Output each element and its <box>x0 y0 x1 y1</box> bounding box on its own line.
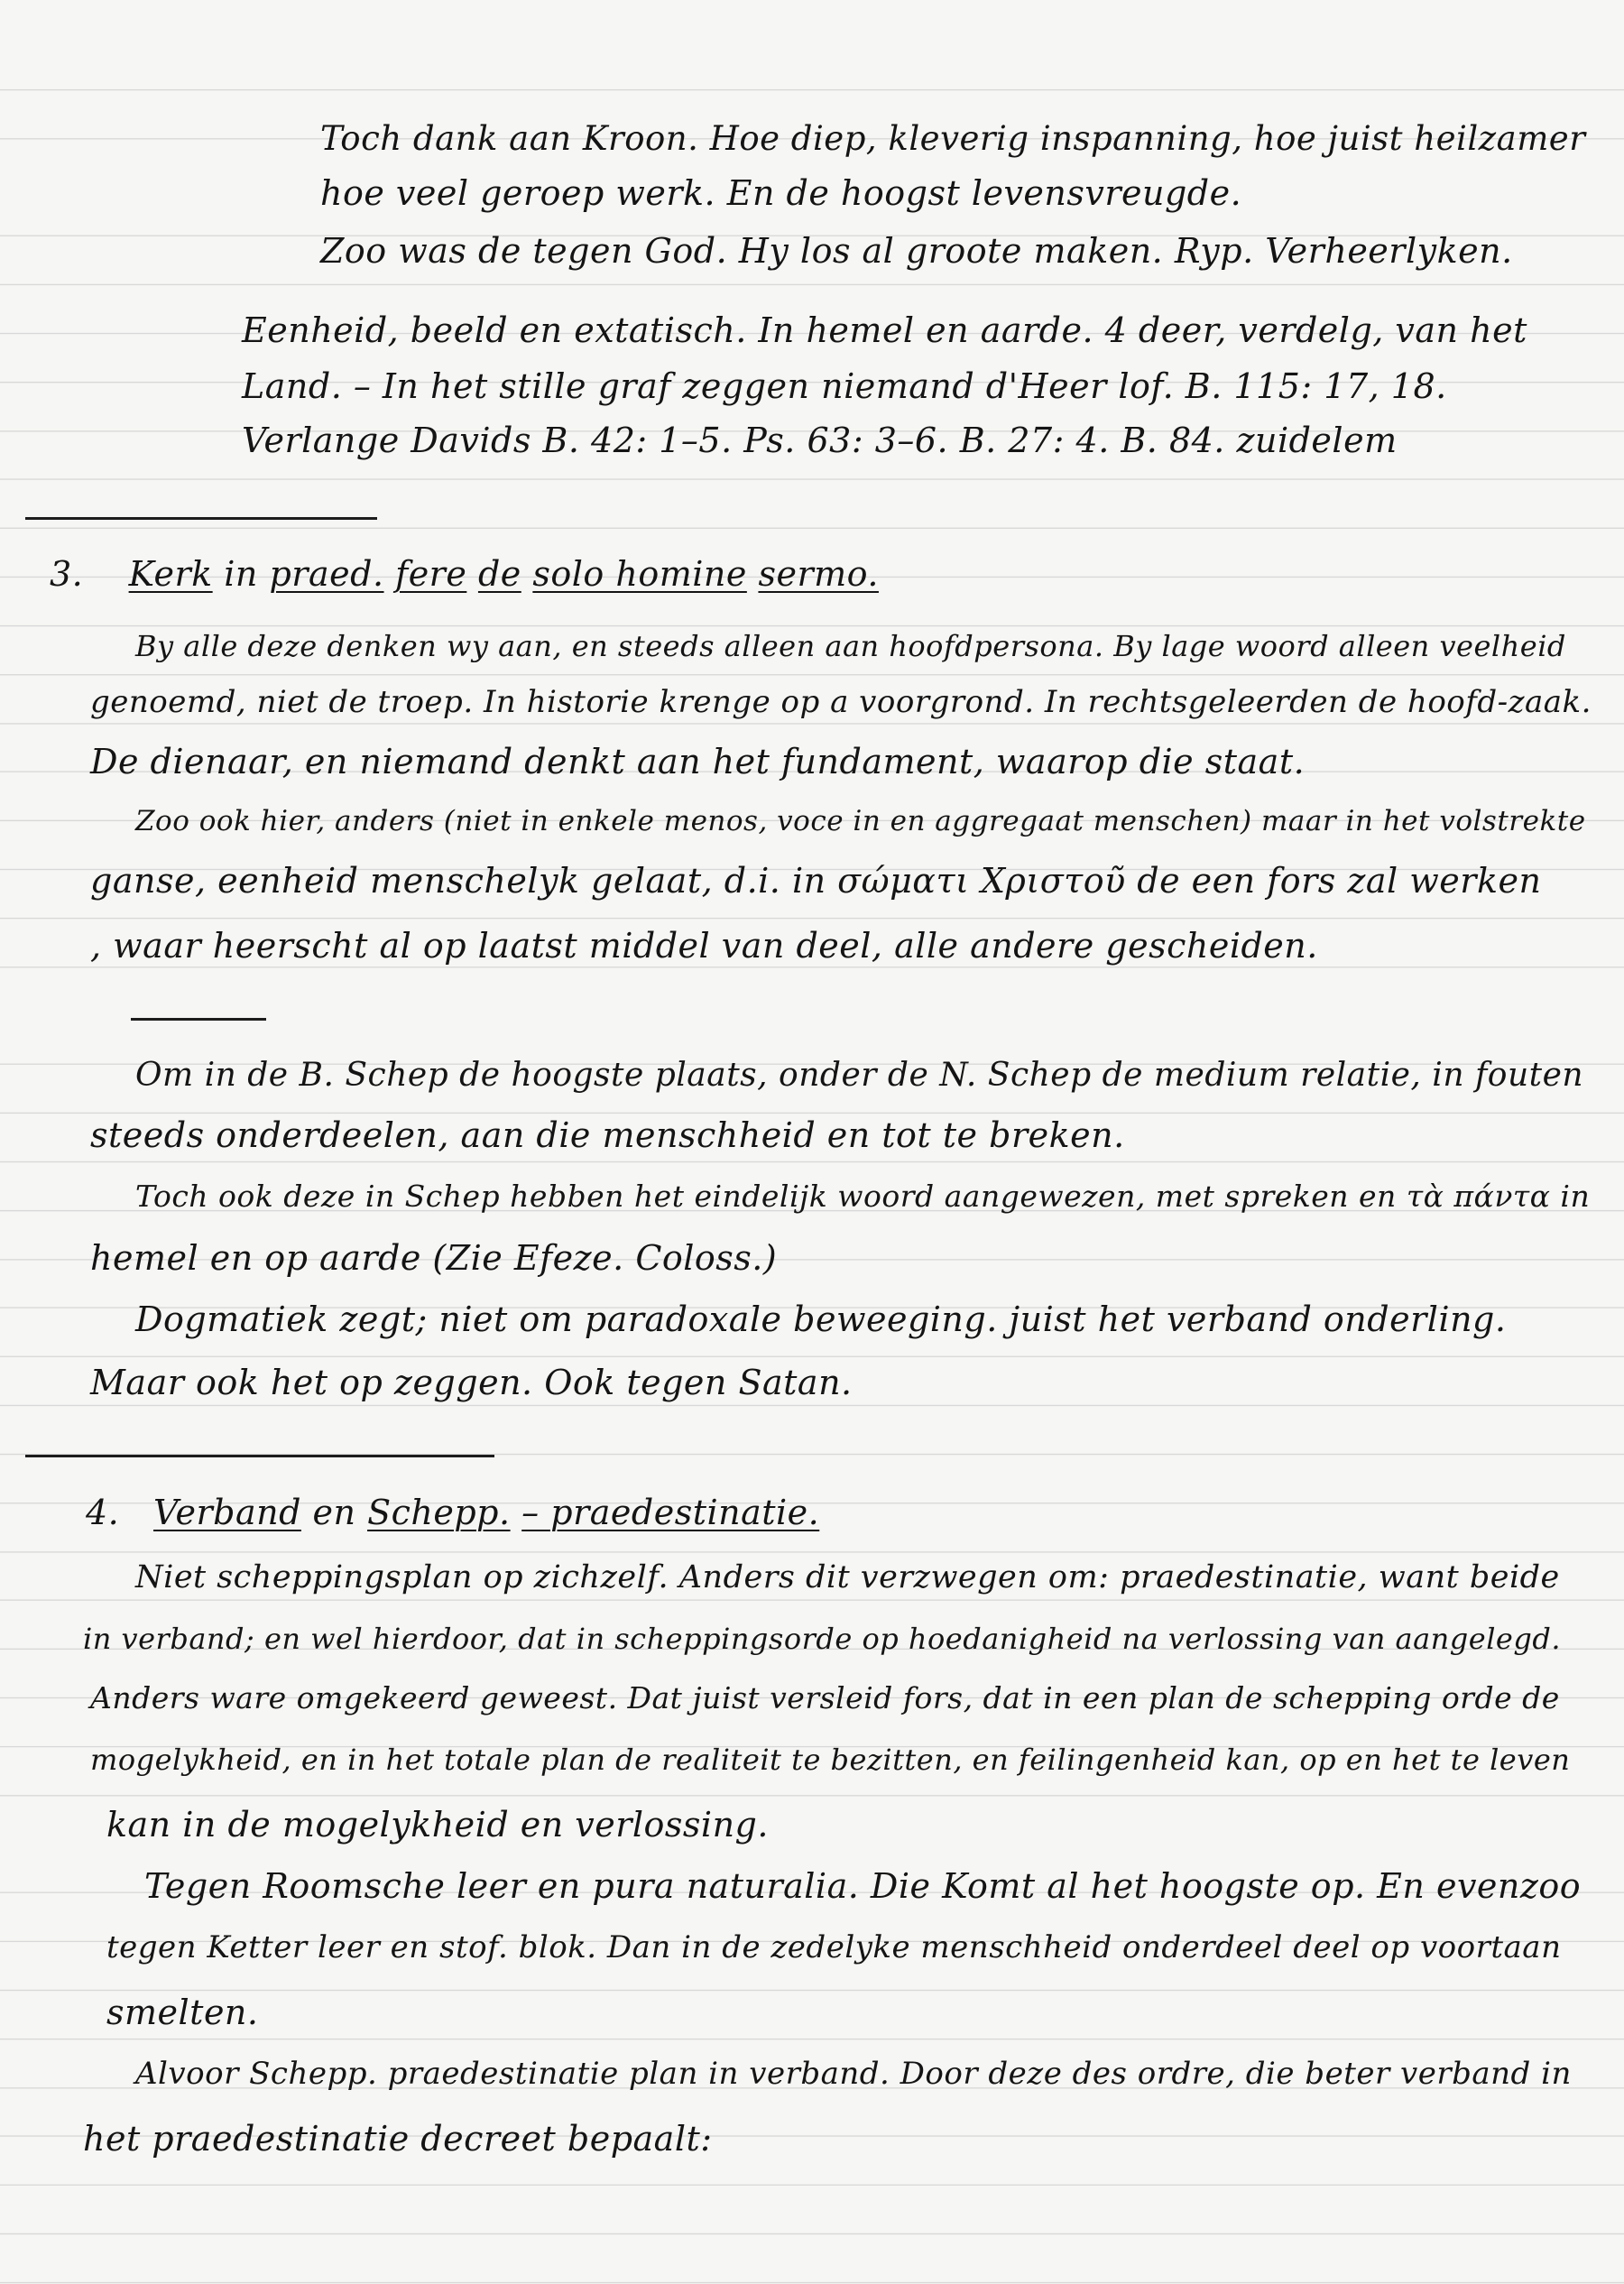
text-line: steeds onderdeelen, aan die menschheid en tot te breken. <box>90 1115 1125 1155</box>
text-line: het praedestinatie decreet bepaalt: <box>83 2119 713 2159</box>
section-number: 4. <box>86 1493 120 1532</box>
heading-word: Verband <box>153 1493 301 1532</box>
text-line: Dogmatiek zegt; niet om paradoxale beweeging. juist het verband onderling. <box>135 1299 1507 1339</box>
text-line: Om in de B. Schep de hoogste plaats, onder de N. Schep de medium relatie, in fouten <box>135 1057 1584 1094</box>
heading-word: solo homine <box>532 554 747 594</box>
section-heading <box>50 552 879 596</box>
section-divider <box>25 1455 494 1457</box>
short-divider <box>131 1018 266 1021</box>
text-line: By alle deze denken wy aan, en steeds alleen aan hoofdpersona. By lage woord alleen veelheid <box>135 629 1566 663</box>
section-heading <box>86 1491 819 1534</box>
text-line: mogelykheid, en in het totale plan de realiteit te bezitten, en feilingenheid kan, op en het te leven <box>90 1743 1571 1777</box>
text-line: genoemd, niet de troep. In historie krenge op a voorgrond. In rechtsgeleerden de hoofd-zaak. <box>90 684 1592 720</box>
heading-word: Kerk <box>128 554 213 594</box>
section-divider <box>25 517 377 520</box>
text-fragment: in <box>1560 1179 1591 1214</box>
heading-word: – praedestinatie. <box>521 1493 820 1532</box>
text-line: Maar ook het op zeggen. Ook tegen Satan. <box>90 1363 853 1402</box>
text-line: tegen Ketter leer en stof. blok. Dan in de zedelyke menschheid onderdeel deel op voortaan <box>106 1929 1562 1965</box>
heading-word: Schepp. <box>367 1493 511 1532</box>
text-line: smelten. <box>106 1993 259 2032</box>
heading-word: de <box>477 554 521 594</box>
heading-word: en <box>312 1493 356 1532</box>
text-line: Zoo ook hier, anders (niet in enkele menos, voce in en aggregaat menschen) maar in het volstrekte <box>135 805 1586 837</box>
greek-phrase: τὰ πάντα <box>1406 1179 1551 1214</box>
text-line: Zoo was de tegen God. Hy los al groote maken. Ryp. Verheerlyken. <box>320 231 1513 271</box>
heading-word: in <box>224 554 258 594</box>
text-line: , waar heerscht al op laatst middel van deel, alle andere gescheiden. <box>90 926 1318 966</box>
text-line: De dienaar, en niemand denkt aan het fundament, waarop die staat. <box>90 742 1306 781</box>
text-line: Niet scheppingsplan op zichzelf. Anders dit verzwegen om: praedestinatie, want beide <box>135 1559 1560 1595</box>
text-line <box>135 1175 1590 1218</box>
text-line: Eenheid, beeld en extatisch. In hemel en aarde. 4 deer, verdelg, van het <box>242 310 1527 350</box>
text-line: Alvoor Schepp. praedestinatie plan in verband. Door deze des ordre, die beter verband in <box>135 2056 1572 2092</box>
text-line: hemel en op aarde (Zie Efeze. Coloss.) <box>90 1238 778 1278</box>
text-line: Toch dank aan Kroon. Hoe diep, kleverig inspanning, hoe juist heilzamer <box>320 119 1586 158</box>
text-line: in verband; en wel hierdoor, dat in scheppingsorde op hoedanigheid na verlossing van aangelegd. <box>83 1622 1561 1656</box>
heading-word: praed. <box>269 554 384 594</box>
heading-word: fere <box>395 554 467 594</box>
section-number: 3. <box>50 554 84 594</box>
heading-word: sermo. <box>758 554 879 594</box>
text-line: Tegen Roomsche leer en pura naturalia. Die Komt al het hoogste op. En evenzoo <box>144 1866 1582 1906</box>
text-line: hoe veel geroep werk. En de hoogst levensvreugde. <box>320 173 1242 213</box>
text-line: kan in de mogelykheid en verlossing. <box>106 1805 769 1845</box>
text-fragment: Toch ook deze in Schep hebben het eindelijk woord aangewezen, met spreken en <box>135 1179 1397 1214</box>
text-line: Verlange Davids B. 42: 1–5. Ps. 63: 3–6. B. 27: 4. B. 84. zuidelem <box>242 421 1398 460</box>
text-line: ganse, eenheid menschelyk gelaat, d.i. in σώματι Χριστοῦ de een fors zal werken <box>90 861 1542 901</box>
text-line: Anders ware omgekeerd geweest. Dat juist versleid fors, dat in een plan de schepping orde de <box>90 1680 1560 1715</box>
text-line: Land. – In het stille graf zeggen niemand d'Heer lof. B. 115: 17, 18. <box>242 366 1447 406</box>
